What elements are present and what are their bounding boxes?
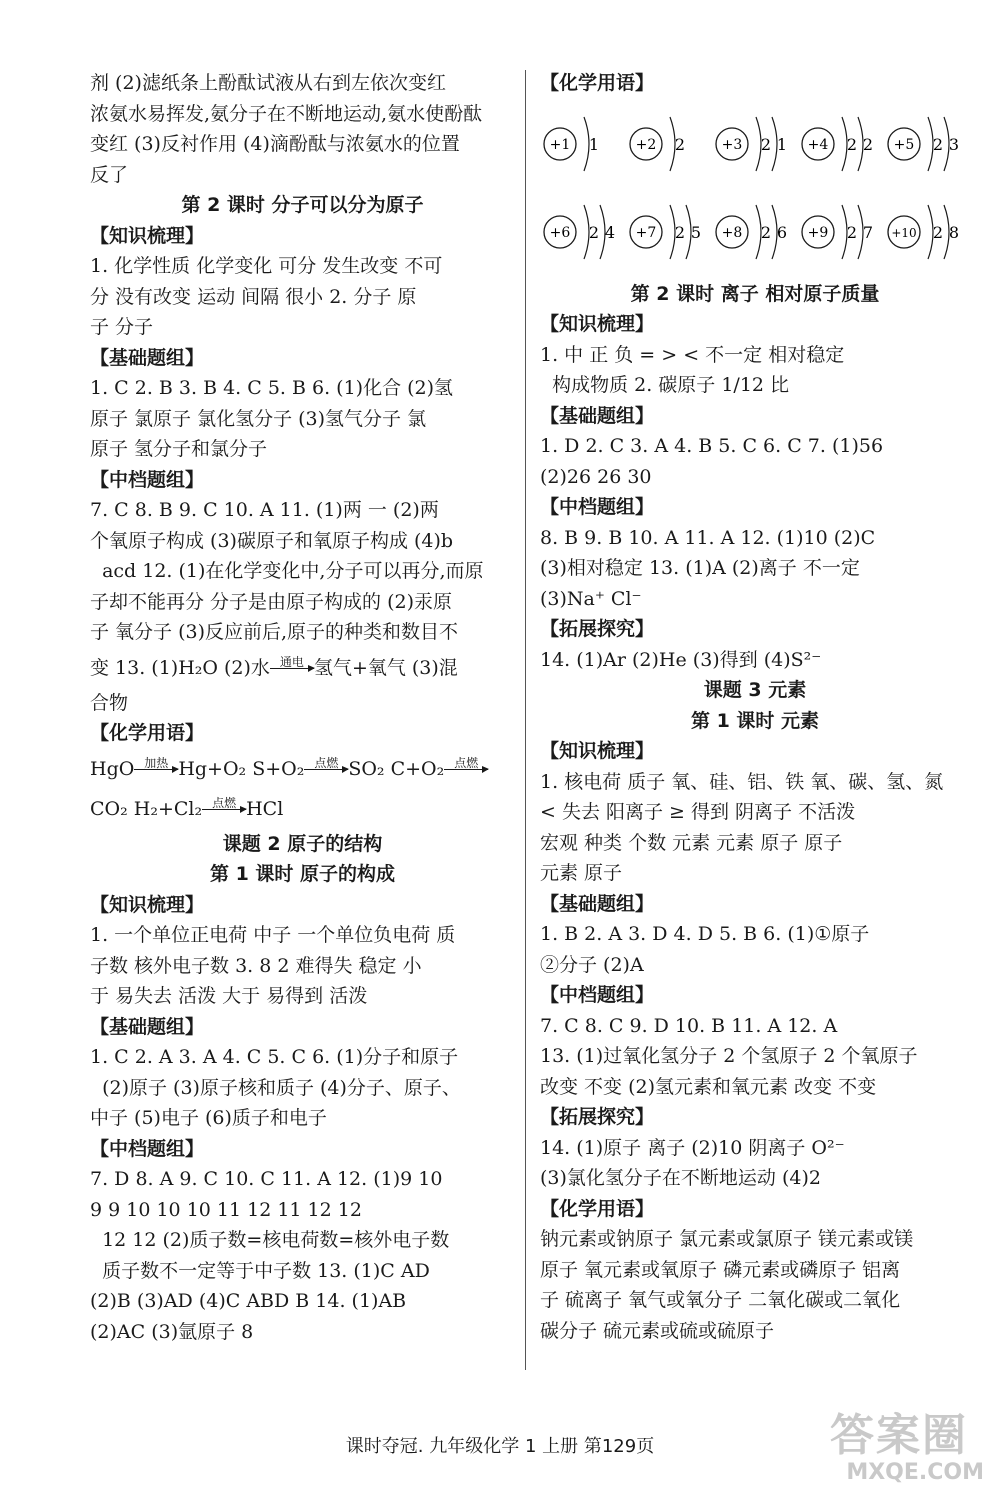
shell-electron-count: 2	[932, 134, 944, 154]
answer-line: ②分子 (2)A	[540, 953, 644, 976]
section-heading: 【知识梳理】	[540, 313, 655, 335]
reaction-arrow	[134, 757, 178, 782]
reaction-arrow	[304, 757, 348, 782]
para-m2	[540, 1011, 970, 1103]
nucleus-charge: +4	[807, 136, 829, 153]
lesson-title: 第 1 课时 原子的构成	[209, 863, 396, 885]
watermark-text: 答案圈	[830, 1410, 968, 1461]
column-divider	[525, 70, 526, 1370]
answer-line: 1. D 2. C 3. A 4. B 5. C 6. C 7. (1)56	[540, 435, 884, 457]
section-heading: 【知识梳理】	[90, 893, 205, 916]
answer-line: 1. B 2. A 3. D 4. D 5. B 6. (1)①原子	[540, 923, 870, 945]
answer-line: 浓氨水易挥发,氨分子在不断地运动,氨水使酚酞	[90, 102, 483, 125]
lesson-title: 第 1 课时 元素	[690, 709, 820, 732]
answer-line: 元素 原子	[540, 862, 623, 884]
eq-text: HgO	[90, 757, 135, 780]
nucleus-charge: +5	[893, 136, 915, 153]
eq-text: CO₂ H₂+Cl₂	[90, 797, 203, 820]
shell-electron-count: 2	[846, 134, 858, 154]
answer-line: 原子 氧元素或氧原子 磷元素或磷原子 铝离	[540, 1258, 901, 1281]
shell-electron-count: 2	[674, 222, 686, 242]
answer-line: 14. (1)Ar (2)He (3)得到 (4)S²⁻	[540, 648, 822, 671]
answer-line: 1. 化学性质 化学变化 可分 发生改变 不可	[90, 255, 443, 277]
watermark-logo	[830, 1410, 990, 1486]
answer-line: 变红 (3)反衬作用 (4)滴酚酞与浓氨水的位置	[90, 133, 460, 155]
para-b1	[540, 431, 970, 492]
shell-electron-count: 4	[604, 222, 616, 242]
answer-line: (3)氯化氢分子在不断地运动 (4)2	[540, 1167, 821, 1189]
answer-line: (3)Na⁺ Cl⁻	[540, 587, 642, 610]
section-heading: 【化学用语】	[540, 72, 655, 94]
para-k2	[540, 767, 970, 889]
shell-electron-count: 2	[846, 222, 858, 242]
nucleus-charge: +2	[635, 136, 657, 153]
shell-electron-count: 2	[760, 134, 772, 154]
arrow-label: 点燃	[454, 756, 479, 770]
answer-line: 1. C 2. A 3. A 4. C 5. C 6. (1)分子和原子	[90, 1046, 459, 1068]
answer-line: 子却不能再分 分子是由原子构成的 (2)汞原	[90, 590, 452, 613]
left-column	[90, 68, 515, 1347]
answer-line: (2)B (3)AD (4)C ABD B 14. (1)AB	[90, 1290, 407, 1312]
nucleus-charge: +7	[635, 224, 657, 241]
shell-electron-count: 2	[862, 134, 874, 154]
answer-line: (3)相对稳定 13. (1)A (2)离子 不一定	[540, 557, 860, 579]
answer-line: 9 9 10 10 10 11 12 11 12 12	[90, 1198, 362, 1221]
answer-line: 1. 核电荷 质子 氧、硅、铝、铁 氧、碳、氢、氮	[540, 770, 944, 793]
para-b2	[90, 1042, 515, 1134]
nucleus-charge: +10	[891, 225, 917, 240]
shell-electron-count: 2	[760, 222, 772, 242]
shell-electron-count: 8	[948, 222, 960, 242]
eq-text: 氢气+氧气 (3)混	[313, 656, 458, 679]
answer-line: 原子 氢分子和氯分子	[90, 438, 268, 460]
equation-line	[90, 789, 515, 829]
para-e1	[540, 645, 970, 676]
answer-line: 改变 不变 (2)氢元素和氧元素 改变 不变	[540, 1075, 877, 1098]
answer-line: 1. C 2. B 3. B 4. C 5. B 6. (1)化合 (2)氢	[90, 377, 454, 399]
atom-diagram	[540, 109, 626, 179]
para-m1	[90, 495, 515, 648]
section-heading: 【知识梳理】	[540, 740, 655, 762]
shell-electron-count: 1	[776, 134, 788, 154]
section-heading: 【中档题组】	[540, 984, 655, 1006]
answer-line: 7. C 8. C 9. D 10. B 11. A 12. A	[540, 1014, 838, 1037]
lesson-title: 第 2 课时 分子可以分为原子	[181, 194, 424, 216]
nucleus-charge: +6	[549, 224, 571, 241]
shell-electron-count: 7	[862, 222, 874, 242]
answer-line: 原子 氯原子 氯化氢分子 (3)氢气分子 氯	[90, 407, 427, 430]
section-heading: 【基础题组】	[540, 892, 655, 915]
answer-line: 反了	[90, 163, 129, 186]
answer-line: 8. B 9. B 10. A 11. A 12. (1)10 (2)C	[540, 526, 876, 549]
answer-line: < 失去 阳离子 ≥ 得到 阴离子 不活泼	[540, 801, 856, 823]
atom-diagram	[798, 109, 884, 179]
atom-diagram	[884, 109, 970, 179]
section-heading: 【化学用语】	[540, 1197, 655, 1220]
shell-electron-count: 6	[776, 222, 788, 242]
arrow-label: 加热	[144, 756, 169, 770]
section-heading: 【知识梳理】	[90, 224, 205, 247]
equation-line	[90, 648, 515, 688]
answer-line: 7. C 8. B 9. C 10. A 11. (1)两 一 (2)两	[90, 499, 439, 521]
answer-line: 质子数不一定等于中子数 13. (1)C AD	[90, 1259, 430, 1282]
answer-line: 7. D 8. A 9. C 10. C 11. A 12. (1)9 10	[90, 1168, 443, 1190]
equation-line	[90, 749, 515, 789]
answer-line: 于 易失去 活泼 大于 易得到 活泼	[90, 985, 368, 1007]
reaction-arrow	[202, 797, 246, 822]
para-k1	[90, 251, 515, 343]
shell-electron-count: 2	[674, 134, 686, 154]
answer-line: 1. 一个单位正电荷 中子 一个单位负电荷 质	[90, 924, 456, 946]
topic-title: 课题 3 元素	[703, 679, 807, 701]
page-footer: 课时夺冠. 九年级化学 1 上册 第129页	[345, 1436, 655, 1457]
answer-line: 剂 (2)滤纸条上酚酞试液从右到左依次变红	[90, 72, 446, 94]
para-m2	[90, 1164, 515, 1347]
answer-line: 个氧原子构成 (3)碳原子和氧原子构成 (4)b	[90, 529, 454, 552]
answer-line: (2)原子 (3)原子核和质子 (4)分子、原子、	[90, 1076, 461, 1099]
shell-electron-count: 2	[588, 222, 600, 242]
answer-line: (2)AC (3)氩原子 8	[90, 1320, 254, 1343]
atom-structure-diagrams	[540, 109, 970, 267]
eq-text: 变 13. (1)H₂O (2)水	[90, 656, 270, 679]
shell-electron-count: 5	[690, 222, 702, 242]
right-column	[540, 68, 970, 1346]
answer-line: 12 12 (2)质子数=核电荷数=核外电子数	[90, 1229, 450, 1251]
section-heading: 【基础题组】	[540, 404, 655, 427]
para-c1	[540, 1224, 970, 1346]
section-heading: 【中档题组】	[540, 496, 655, 518]
arrow-label: 点燃	[212, 796, 237, 810]
section-heading: 【拓展探究】	[540, 618, 655, 640]
answer-line: 中子 (5)电子 (6)质子和电子	[90, 1107, 327, 1129]
answer-line: 合物	[90, 691, 129, 714]
para-k1	[540, 340, 970, 401]
nucleus-charge: +3	[721, 136, 743, 153]
answer-line: 宏观 种类 个数 元素 元素 原子 原子	[540, 831, 843, 854]
answer-line: 1. 中 正 负 = > < 不一定 相对稳定	[540, 343, 845, 366]
shell-electron-count: 2	[932, 222, 944, 242]
shell-electron-count: 1	[588, 134, 600, 154]
section-heading: 【基础题组】	[90, 346, 205, 369]
atom-diagram	[884, 197, 970, 267]
para-lines1	[90, 68, 515, 190]
arrow-label: 通电	[279, 655, 304, 669]
nucleus-charge: +8	[721, 224, 743, 241]
answer-line: acd 12. (1)在化学变化中,分子可以再分,而原	[90, 560, 484, 582]
para-b2	[540, 919, 970, 980]
shell-electron-count: 3	[948, 134, 960, 154]
answer-line: 14. (1)原子 离子 (2)10 阴离子 O²⁻	[540, 1136, 845, 1159]
answer-line: (2)26 26 30	[540, 465, 652, 488]
nucleus-charge: +1	[549, 136, 571, 153]
watermark-url: MXQE.COM	[846, 1460, 984, 1485]
answer-line: 子 分子	[90, 316, 154, 338]
answer-line: 钠元素或钠原子 氯元素或氯原子 镁元素或镁	[540, 1228, 914, 1250]
para-b1	[90, 373, 515, 465]
atom-diagram	[798, 197, 884, 267]
nucleus-charge: +9	[807, 224, 829, 241]
atom-diagram	[540, 197, 626, 267]
arrow-label: 点燃	[314, 756, 339, 770]
answer-line: 13. (1)过氧化氢分子 2 个氢原子 2 个氧原子	[540, 1045, 918, 1067]
section-heading: 【基础题组】	[90, 1015, 205, 1038]
answer-line: 子 硫离子 氧气或氧分子 二氧化碳或二氧化	[540, 1289, 901, 1311]
section-heading: 【拓展探究】	[540, 1106, 655, 1128]
answer-line: 分 没有改变 运动 间隔 很小 2. 分子 原	[90, 285, 417, 308]
eq-text: SO₂ C+O₂	[348, 757, 445, 780]
eq-text: Hg+O₂ S+O₂	[178, 757, 305, 780]
para-m1	[540, 523, 970, 615]
answer-line: 碳分子 硫元素或硫或硫原子	[540, 1319, 775, 1342]
lesson-title: 第 2 课时 离子 相对原子质量	[630, 282, 880, 305]
answer-line: 构成物质 2. 碳原子 1/12 比	[540, 374, 790, 396]
atom-diagram	[712, 109, 798, 179]
section-heading: 【中档题组】	[90, 1137, 205, 1160]
atom-diagram	[712, 197, 798, 267]
section-heading: 【中档题组】	[90, 468, 205, 491]
answer-line: 子数 核外电子数 3. 8 2 难得失 稳定 小	[90, 954, 422, 977]
reaction-arrow	[444, 757, 488, 782]
eq-text: HCl	[246, 797, 284, 820]
section-heading: 【化学用语】	[90, 722, 205, 744]
answer-line: 子 氧分子 (3)反应前后,原子的种类和数目不	[90, 621, 459, 643]
topic-title: 课题 2 原子的结构	[222, 832, 383, 855]
atom-diagram	[626, 197, 712, 267]
para-k2	[90, 920, 515, 1012]
reaction-arrow	[270, 656, 314, 681]
para-e2	[540, 1133, 970, 1194]
atom-diagram	[626, 109, 712, 179]
